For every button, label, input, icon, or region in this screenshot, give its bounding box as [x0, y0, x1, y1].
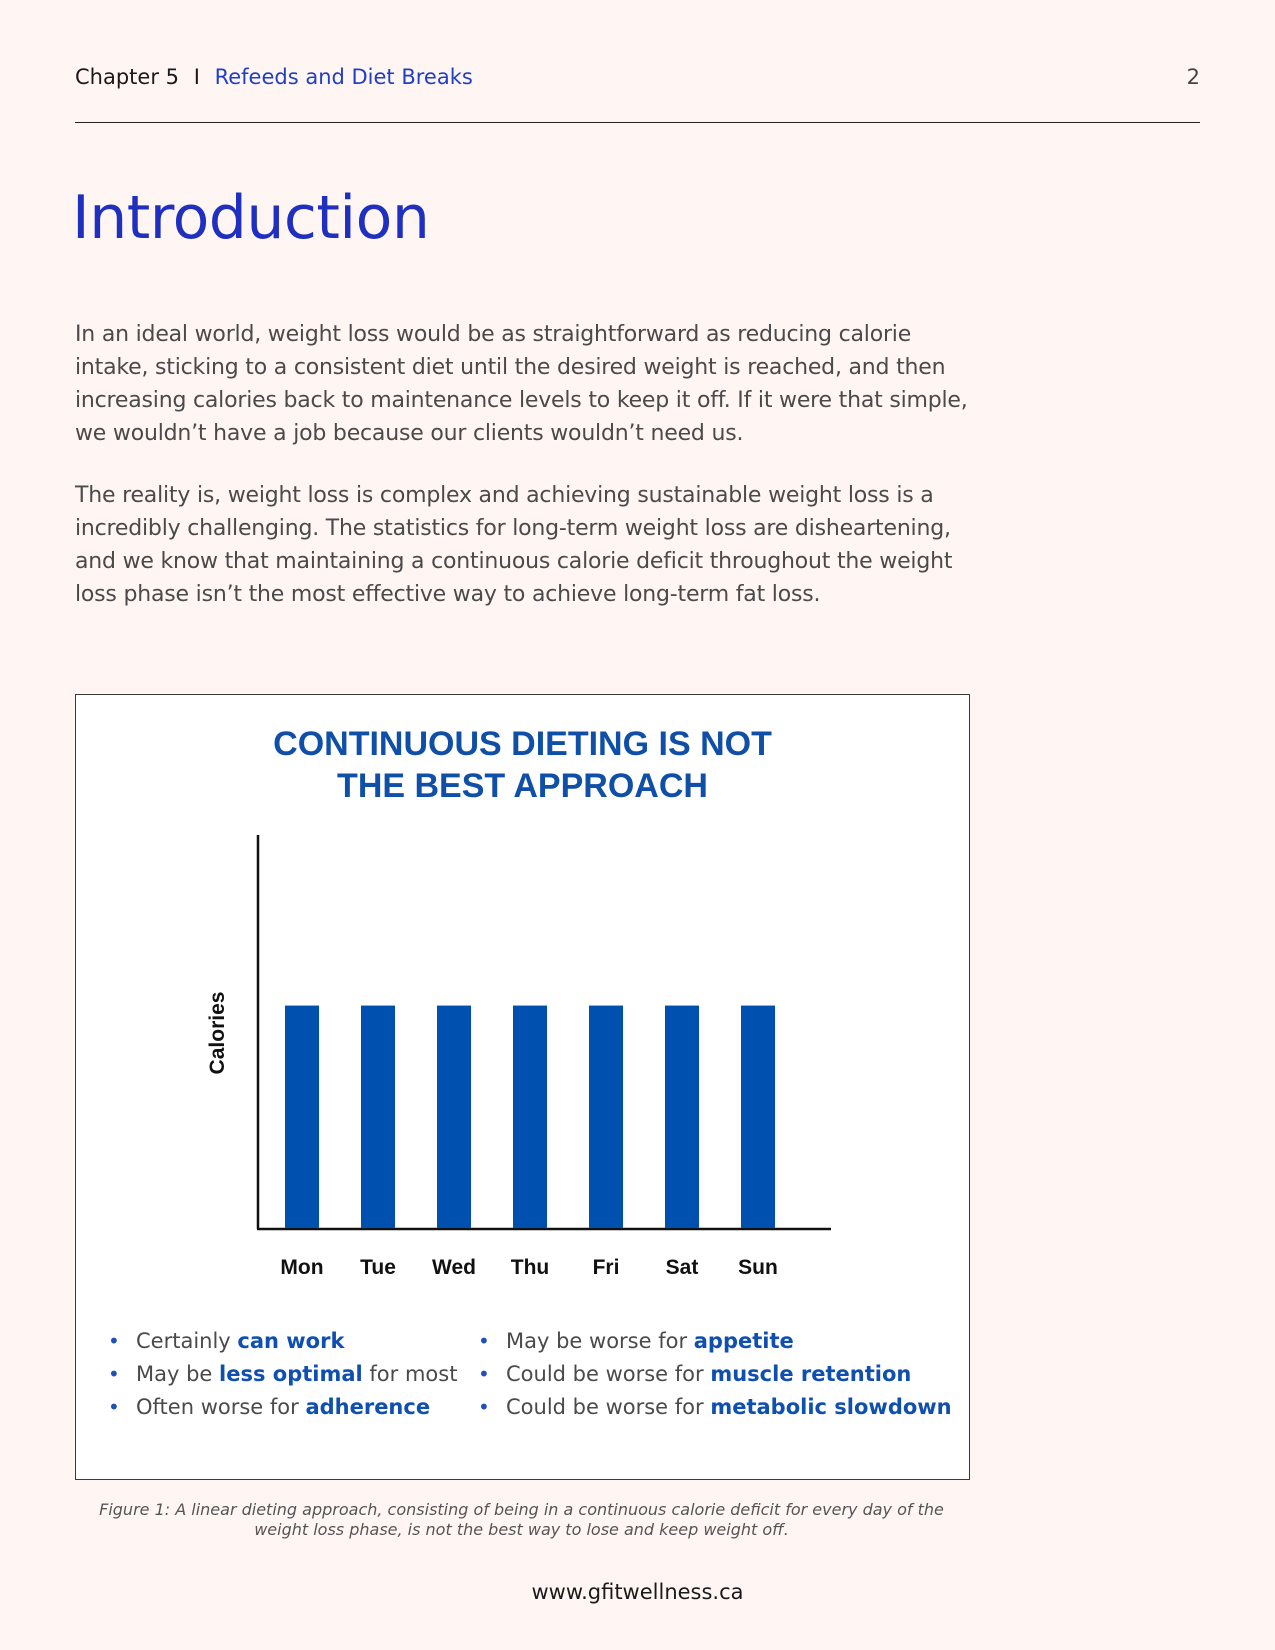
- bar-chart: [76, 695, 969, 1295]
- figure-caption-line-1: Figure 1: A linear dieting approach, consisting of being in a continuous calorie deficit for every day of the: [99, 1500, 944, 1519]
- bullet-item: [108, 1391, 457, 1424]
- footer-url: www.gfitwellness.ca: [531, 1580, 744, 1604]
- intro-paragraph-1: In an ideal world, weight loss would be as straightforward as reducing calorie intake, sticking to a consistent diet until the desired weight is reached, and then increasing calories back to maintenance levels to keep it off. If it were that simple, we wouldn’t have a job because our clients wouldn’t need us.: [75, 322, 968, 446]
- x-tick-label-thu: Thu: [510, 1256, 550, 1279]
- header-separator: I: [193, 65, 200, 89]
- bullet-text: Often worse for: [136, 1395, 306, 1419]
- section-title: Refeeds and Diet Breaks: [214, 65, 473, 89]
- page-header: [75, 62, 1200, 92]
- intro-paragraph-2: The reality is, weight loss is complex and achieving sustainable weight loss is a incredibly challenging. The statistics for long-term weight loss are disheartening, and we know that maintaining a continuous calorie deficit throughout the weight loss phase isn’t the most effective way to achieve long-term fat loss.: [75, 483, 953, 607]
- bar-thu: [513, 1006, 547, 1228]
- bar-fri: [589, 1006, 623, 1228]
- bullet-text: Could be worse for: [506, 1395, 711, 1419]
- x-tick-label-mon: Mon: [280, 1256, 324, 1279]
- bullet-highlight: metabolic slowdown: [710, 1395, 952, 1419]
- bar-tue: [361, 1006, 395, 1228]
- figure-box: [75, 694, 970, 1480]
- figure-caption: [75, 1500, 968, 1540]
- bullet-text: May be: [136, 1362, 220, 1386]
- bullet-item: [478, 1358, 952, 1391]
- bullet-highlight: appetite: [693, 1329, 794, 1353]
- bullet-item: [108, 1325, 457, 1358]
- x-tick-label-wed: Wed: [432, 1256, 476, 1279]
- figure-caption-line-2: weight loss phase, is not the best way to lose and keep weight off.: [254, 1520, 789, 1539]
- x-tick-label-tue: Tue: [360, 1256, 396, 1279]
- bullet-text: for most: [362, 1362, 458, 1386]
- bullet-highlight: adherence: [305, 1395, 431, 1419]
- chart-title-line-1: CONTINUOUS DIETING IS NOT: [273, 725, 772, 763]
- x-tick-label-sun: Sun: [738, 1256, 778, 1279]
- bullet-highlight: muscle retention: [710, 1362, 912, 1386]
- page-number: 2: [1186, 65, 1200, 89]
- bar-sat: [665, 1006, 699, 1228]
- bullet-text: Certainly: [136, 1329, 238, 1353]
- y-axis-label: Calories: [206, 991, 229, 1075]
- bullet-list-right: [478, 1325, 952, 1424]
- bullet-text: May be worse for: [506, 1329, 694, 1353]
- bullet-item: [478, 1391, 952, 1424]
- bullet-list-left: [108, 1325, 457, 1424]
- page-title: Introduction: [72, 183, 430, 253]
- chapter-label: Chapter 5: [75, 65, 179, 89]
- bar-wed: [437, 1006, 471, 1228]
- chart-title-line-2: THE BEST APPROACH: [337, 767, 708, 805]
- bullet-text: Could be worse for: [506, 1362, 711, 1386]
- header-divider: [75, 122, 1200, 123]
- x-tick-label-fri: Fri: [592, 1256, 620, 1279]
- x-tick-label-sat: Sat: [665, 1256, 699, 1279]
- bullet-item: [108, 1358, 457, 1391]
- bullet-highlight: less optimal: [219, 1362, 363, 1386]
- bar-sun: [741, 1006, 775, 1228]
- bullet-highlight: can work: [237, 1329, 345, 1353]
- bullet-item: [478, 1325, 952, 1358]
- bar-mon: [285, 1006, 319, 1228]
